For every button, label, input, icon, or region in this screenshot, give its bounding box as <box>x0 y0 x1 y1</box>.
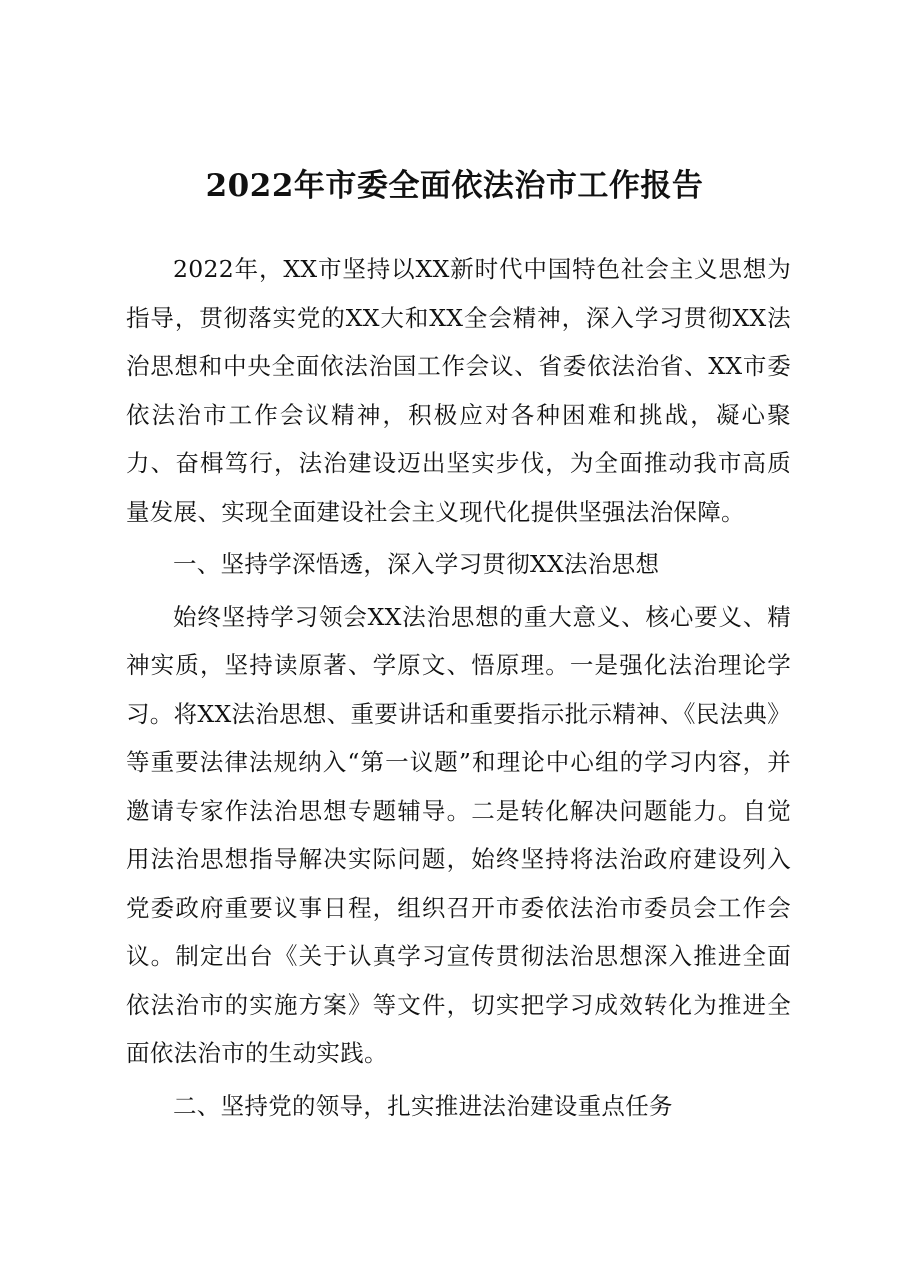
section-heading-1: 一、坚持学深悟透，深入学习贯彻XX法治思想 <box>173 550 660 578</box>
intro-paragraph: 2022年，XX市坚持以XX新时代中国特色社会主义思想为指导，贯彻落实党的XX大和XX全会精神，深入学习贯彻XX法治思想和中央全面依法治国工作会议、省委依法治省、XX市委依法治市工作会议精神，积极应对各种困难和挑战，凝心聚力、奋楫笃行，法治建设迈出坚实步伐，为全面推动我市高质量发展、实现全面建设社会主义现代化提供坚强法治保障。 <box>126 255 791 526</box>
document-body <box>126 245 791 1134</box>
document-title: 2022年市委全面依法治市工作报告 <box>205 168 704 204</box>
section-heading-2: 二、坚持党的领导，扎实推进法治建设重点任务 <box>173 1091 673 1120</box>
section-1-paragraph: 始终坚持学习领会XX法治思想的重大意义、核心要义、精神实质，坚持读原著、学原文、悟原理。一是强化法治理论学习。将XX法治思想、重要讲话和重要指示批示精神、《民法典》等重要法律法规纳入“第一议题”和理论中心组的学习内容，并邀请专家作法治思想专题辅导。二是转化解决问题能力。自觉用法治思想指导解决实际问题，始终坚持将法治政府建设列入党委政府重要议事日程，组织召开市委依法治市委员会工作会议。制定出台《关于认真学习宣传贯彻法治思想深入推进全面依法治市的实施方案》等文件，切实把学习成效转化为推进全面依法治市的生动实践。 <box>126 602 791 1067</box>
